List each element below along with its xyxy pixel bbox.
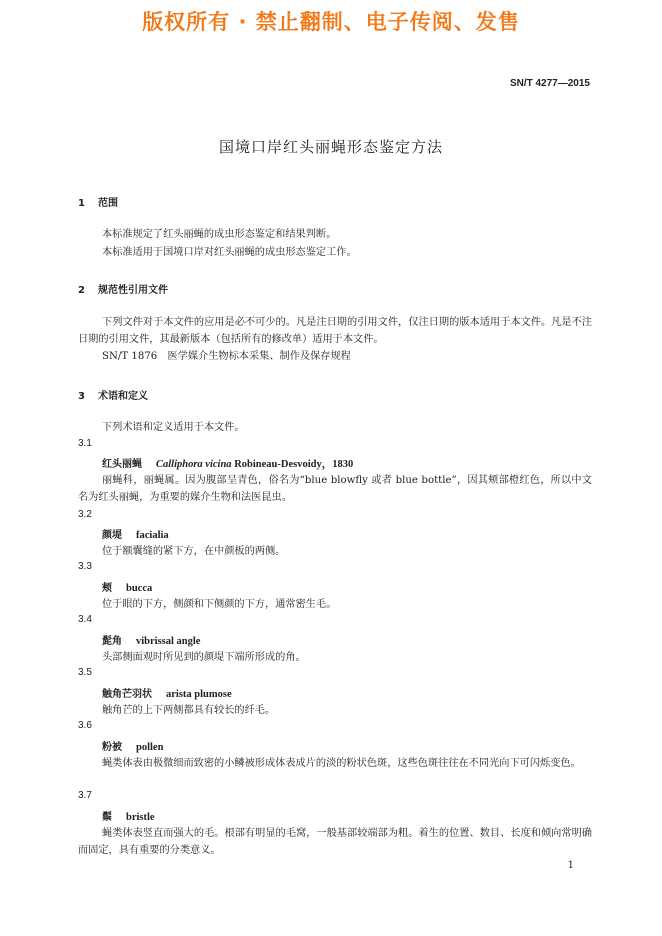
term-zh: 粉被: [102, 742, 122, 753]
term-en: vibrissal angle: [136, 636, 201, 647]
term-en: bucca: [126, 583, 153, 594]
term-number: 3.5: [78, 667, 92, 678]
normative-paragraph-1: 下列文件对于本文件的应用是必不可少的。凡是注日期的引用文件，仅注日期的版本适用于本文件。凡是不注日期的引用文件，其最新版本（包括所有的修改单）适用于本文件。: [78, 317, 592, 345]
term-definition: 触角芒的上下两侧都具有较长的纤毛。: [102, 705, 276, 716]
normative-reference: SN/T 1876 医学媒介生物标本采集、制作及保存规程: [102, 351, 351, 362]
term-author: Robineau-Desvoidy，1830: [231, 459, 354, 470]
term-en: facialia: [136, 530, 169, 541]
term-en: Calliphora vicina: [156, 459, 232, 470]
term-zh: 触角芒羽状: [102, 689, 152, 700]
section-heading-normative: [78, 281, 168, 296]
scope-paragraph-2: 本标准适用于国境口岸对红头丽蝇的成虫形态鉴定工作。: [102, 247, 357, 258]
term-heading: [102, 738, 163, 753]
term-zh: 红头丽蝇: [102, 459, 142, 470]
term-en: pollen: [136, 742, 164, 753]
term-number: 3.2: [78, 509, 92, 520]
section-title: 范围: [98, 198, 118, 209]
terms-intro: 下列术语和定义适用于本文件。: [102, 422, 245, 433]
section-number: 3: [78, 391, 85, 402]
term-zh: 颜堤: [102, 530, 122, 541]
term-heading: [102, 579, 152, 594]
section-number: 1: [78, 198, 85, 209]
term-number: 3.7: [78, 790, 92, 801]
copyright-watermark: 版权所有 · 禁止翻制、电子传阅、发售: [142, 10, 520, 34]
term-en: arista plumose: [166, 689, 232, 700]
term-definition: 蝇类体表竖直而强大的毛。根部有明显的毛窝，一般基部较端部为粗。着生的位置、数目、长度和倾向常明确而固定，具有重要的分类意义。: [78, 828, 592, 856]
section-number: 2: [78, 285, 85, 296]
term-heading: [102, 685, 232, 700]
standard-number: SN/T 4277—2015: [509, 78, 590, 89]
term-heading: [102, 455, 353, 471]
term-definition: 蝇类体表由极微细而致密的小鳞被形成体表成片的淡的粉状色斑，这些色斑往往在不同光向下可闪烁变色。: [102, 758, 581, 769]
scope-paragraph-1: 本标准规定了红头丽蝇的成虫形态鉴定和结果判断。: [102, 229, 337, 240]
term-number: 3.6: [78, 720, 92, 731]
section-title: 规范性引用文件: [98, 285, 168, 296]
page-number: 1: [567, 860, 574, 871]
section-title: 术语和定义: [98, 391, 148, 402]
term-definition: 位于额囊缝的紧下方，在中颜板的两侧。: [102, 546, 286, 557]
term-number: 3.1: [78, 438, 92, 449]
section-heading-terms: [78, 387, 148, 402]
section-heading-scope: [78, 194, 118, 209]
term-zh: 颊: [102, 583, 112, 594]
term-heading: [102, 632, 200, 647]
term-heading: [102, 526, 169, 541]
term-heading: [102, 808, 155, 823]
term-number: 3.3: [78, 561, 92, 572]
term-zh: 髭角: [102, 636, 122, 647]
term-en: bristle: [126, 812, 155, 823]
term-zh: 鬃: [102, 812, 112, 823]
term-definition: 丽蝇科，丽蝇属。因为腹部呈青色，俗名为“blue blowfly 或者 blue bottle”，因其颊部橙红色，所以中文名为红头丽蝇，为重要的媒介生物和法医昆虫。: [78, 475, 592, 503]
term-definition: 位于眼的下方，侧颜和下侧颜的下方，通常密生毛。: [102, 599, 337, 610]
term-number: 3.4: [78, 614, 92, 625]
document-title: 国境口岸红头丽蝇形态鉴定方法: [218, 138, 443, 156]
term-definition: 头部侧面观时所见到的颜堤下端所形成的角。: [102, 652, 306, 663]
